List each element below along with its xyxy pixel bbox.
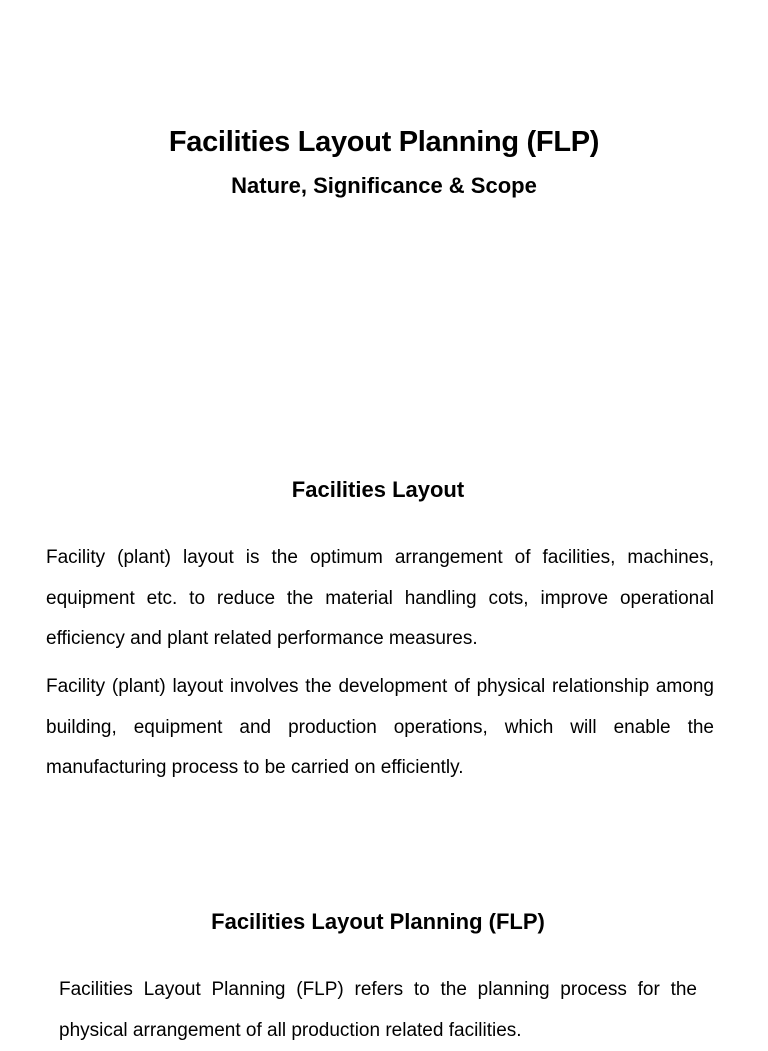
section-heading: Facilities Layout Planning (FLP) [211,909,545,934]
section-heading: Facilities Layout [291,477,465,502]
document-title: Facilities Layout Planning (FLP) [168,126,600,158]
paragraph: Facility (plant) layout is the optimum arrangement of facilities, machines, equipment etc. to reduce the material handling cots, improve operational efficiency and plant related performance measures. [46,547,714,649]
paragraph: Facility (plant) layout involves the development of physical relationship among building, equipment and production operations, which will enable the manufacturing process to be carried on efficiently. [46,676,714,778]
paragraph: Facilities Layout Planning (FLP) refers to the planning process for the physical arrangement of all production related facilities. [59,979,697,1041]
document-subtitle: Nature, Significance & Scope [231,173,537,198]
